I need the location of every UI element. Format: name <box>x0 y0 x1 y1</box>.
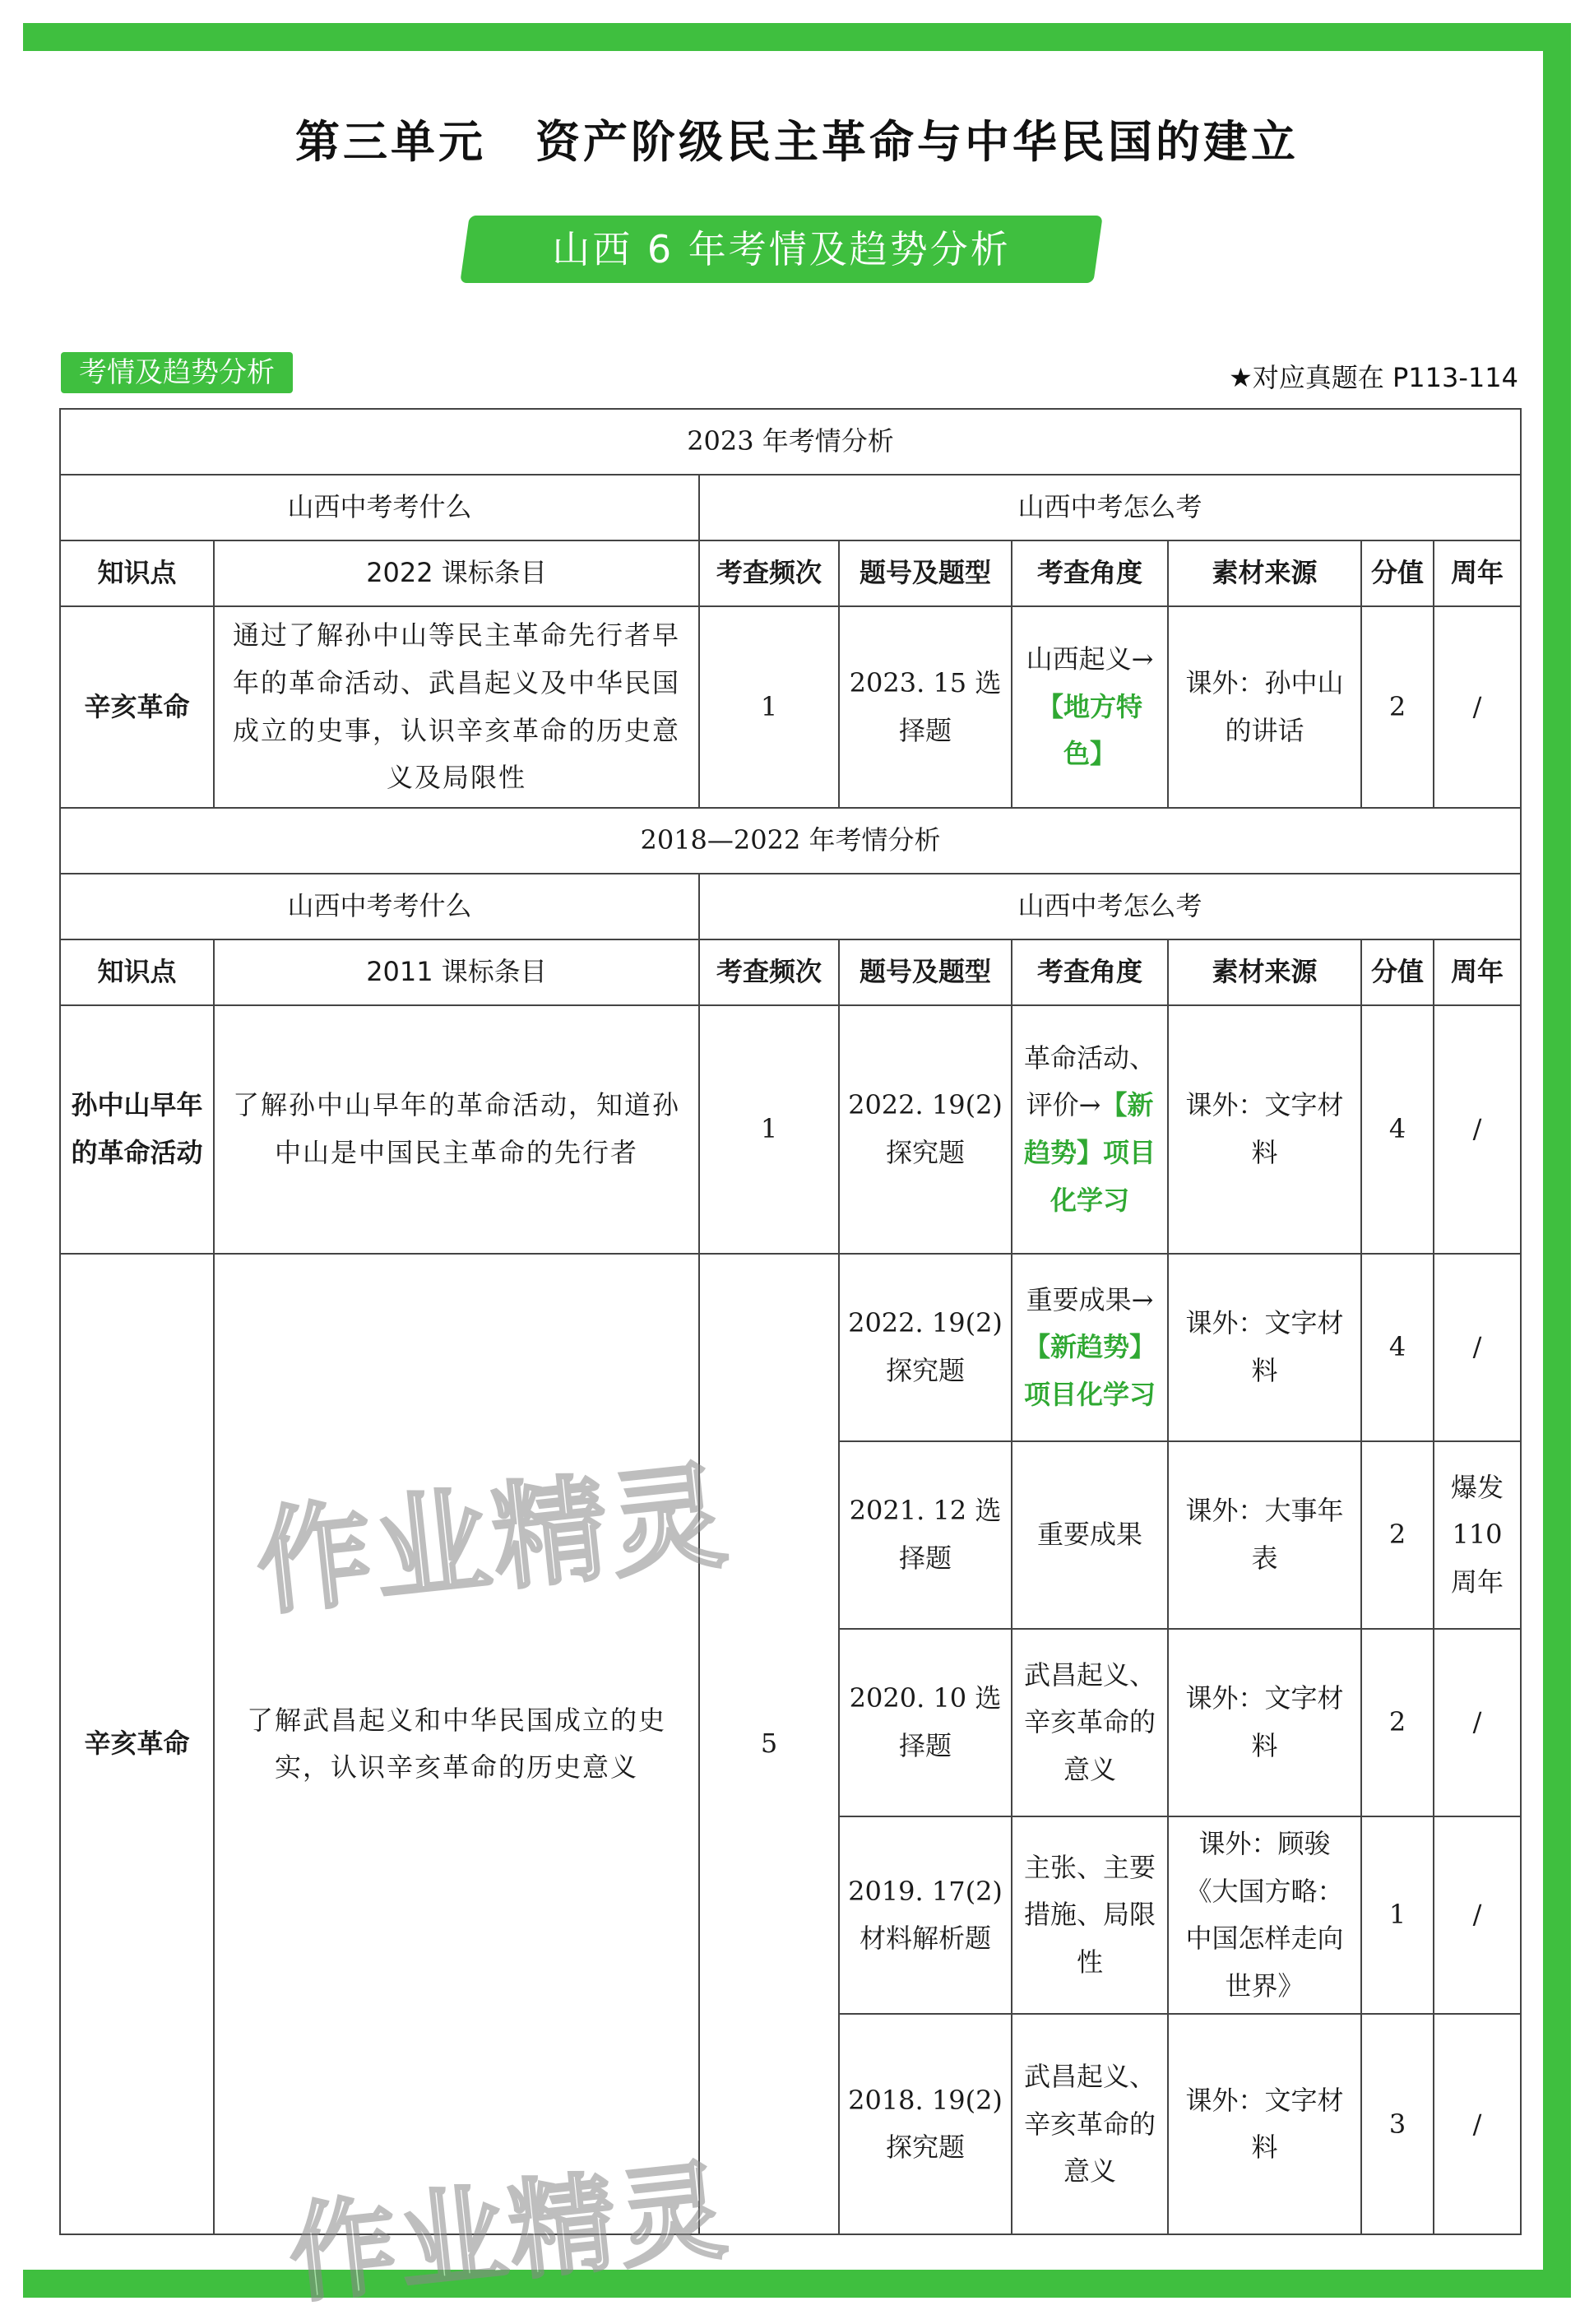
group-header-row <box>60 874 1521 939</box>
col-anniversary: 周年 <box>1434 939 1521 1005</box>
angle-text: 武昌起义、辛亥革命的意义 <box>1023 2060 1156 2187</box>
standard-text: 了解武昌起义和中华民国成立的史实，认识辛亥革命的历史意义 <box>214 1254 699 2234</box>
question: 2021. 12 选择题 <box>839 1441 1012 1629</box>
angle <box>1012 1441 1168 1629</box>
question: 2020. 10 选择题 <box>839 1629 1012 1816</box>
unit-label: 第三单元 <box>295 116 486 168</box>
col-knowledge-point: 知识点 <box>60 939 214 1005</box>
col-angle: 考查角度 <box>1012 540 1168 606</box>
anniversary: / <box>1434 1816 1521 2014</box>
angle <box>1012 2014 1168 2234</box>
question: 2022. 19(2) 探究题 <box>839 1005 1012 1254</box>
col-frequency: 考查频次 <box>699 540 839 606</box>
unit-title: 资产阶级民主革命与中华民国的建立 <box>535 116 1299 168</box>
anniversary: / <box>1434 1629 1521 1816</box>
analysis-tag: 考情及趋势分析 <box>61 352 293 393</box>
table-row <box>60 1005 1521 1254</box>
col-question: 题号及题型 <box>839 540 1012 606</box>
col-anniversary: 周年 <box>1434 540 1521 606</box>
score: 4 <box>1361 1005 1434 1254</box>
group-left-header: 山西中考考什么 <box>60 475 699 540</box>
anniversary: 爆发 110 周年 <box>1434 1441 1521 1629</box>
section-banner: 山西 6 年考情及趋势分析 <box>552 227 1011 271</box>
angle-tag: 【新趋势】项目化学习 <box>1023 1331 1156 1410</box>
angle <box>1012 1629 1168 1816</box>
standard-text: 了解孙中山早年的革命活动，知道孙中山是中国民主革命的先行者 <box>214 1005 699 1254</box>
knowledge-point: 孙中山早年的革命活动 <box>60 1005 214 1254</box>
score: 1 <box>1361 1816 1434 2014</box>
frequency: 1 <box>699 606 839 808</box>
green-frame-bottom <box>23 2270 1571 2298</box>
question: 2018. 19(2) 探究题 <box>839 2014 1012 2234</box>
anniversary: / <box>1434 606 1521 808</box>
knowledge-point: 辛亥革命 <box>60 1254 214 2234</box>
col-score: 分值 <box>1361 540 1434 606</box>
material: 课外：文字材料 <box>1168 1629 1361 1816</box>
angle-text: 重要成果 <box>1036 1519 1142 1551</box>
material: 课外：文字材料 <box>1168 2014 1361 2234</box>
green-frame-top <box>23 23 1571 51</box>
angle <box>1012 606 1168 808</box>
col-score: 分值 <box>1361 939 1434 1005</box>
reference-note: ★对应真题在 P113-114 <box>1229 362 1518 393</box>
standard-text: 通过了解孙中山等民主革命先行者早年的革命活动、武昌起义及中华民国成立的史事，认识辛亥革命的历史意义及局限性 <box>214 606 699 808</box>
angle-text: 革命活动、评价→ <box>1023 1041 1156 1121</box>
analysis-table <box>59 408 1522 2235</box>
table-row <box>60 606 1521 808</box>
angle-text: 重要成果→ <box>1026 1283 1154 1315</box>
score: 3 <box>1361 2014 1434 2234</box>
watermark: 作业精灵 <box>250 1449 736 1632</box>
frequency: 5 <box>699 1254 839 2234</box>
score: 2 <box>1361 1629 1434 1816</box>
angle <box>1012 1254 1168 1441</box>
material: 课外：孙中山的讲话 <box>1168 606 1361 808</box>
col-material: 素材来源 <box>1168 540 1361 606</box>
col-angle: 考查角度 <box>1012 939 1168 1005</box>
column-header-row <box>60 939 1521 1005</box>
table-row <box>60 1254 1521 1441</box>
anniversary: / <box>1434 1005 1521 1254</box>
col-standard: 2022 课标条目 <box>214 540 699 606</box>
question: 2022. 19(2) 探究题 <box>839 1254 1012 1441</box>
group-header-row <box>60 475 1521 540</box>
material: 课外：文字材料 <box>1168 1254 1361 1441</box>
column-header-row <box>60 540 1521 606</box>
question: 2023. 15 选择题 <box>839 606 1012 808</box>
section-title-2023: 2023 年考情分析 <box>60 409 1521 475</box>
angle-tag: 【地方特色】 <box>1036 690 1142 770</box>
angle-text: 武昌起义、辛亥革命的意义 <box>1023 1658 1156 1785</box>
anniversary: / <box>1434 1254 1521 1441</box>
green-frame-right <box>1543 23 1571 2298</box>
col-standard: 2011 课标条目 <box>214 939 699 1005</box>
question: 2019. 17(2) 材料解析题 <box>839 1816 1012 2014</box>
knowledge-point: 辛亥革命 <box>60 606 214 808</box>
angle-text: 主张、主要措施、局限性 <box>1023 1851 1156 1978</box>
col-knowledge-point: 知识点 <box>60 540 214 606</box>
group-right-header: 山西中考怎么考 <box>699 475 1521 540</box>
frequency: 1 <box>699 1005 839 1254</box>
section-title-row <box>60 808 1521 874</box>
page-title <box>0 107 1594 170</box>
group-right-header: 山西中考怎么考 <box>699 874 1521 939</box>
score: 2 <box>1361 1441 1434 1629</box>
angle <box>1012 1005 1168 1254</box>
material: 课外：文字材料 <box>1168 1005 1361 1254</box>
score: 2 <box>1361 606 1434 808</box>
material: 课外：大事年表 <box>1168 1441 1361 1629</box>
angle-text: 山西起义→ <box>1026 643 1154 675</box>
col-material: 素材来源 <box>1168 939 1361 1005</box>
angle-tag: 【新趋势】项目化学习 <box>1023 1089 1156 1216</box>
score: 4 <box>1361 1254 1434 1441</box>
watermark: 作业精灵 <box>283 2147 735 2318</box>
section-title-2018-2022: 2018—2022 年考情分析 <box>60 808 1521 874</box>
anniversary: / <box>1434 2014 1521 2234</box>
section-title-row <box>60 409 1521 475</box>
group-left-header: 山西中考考什么 <box>60 874 699 939</box>
angle <box>1012 1816 1168 2014</box>
material: 课外：顾骏《大国方略：中国怎样走向世界》 <box>1168 1816 1361 2014</box>
col-question: 题号及题型 <box>839 939 1012 1005</box>
col-frequency: 考查频次 <box>699 939 839 1005</box>
